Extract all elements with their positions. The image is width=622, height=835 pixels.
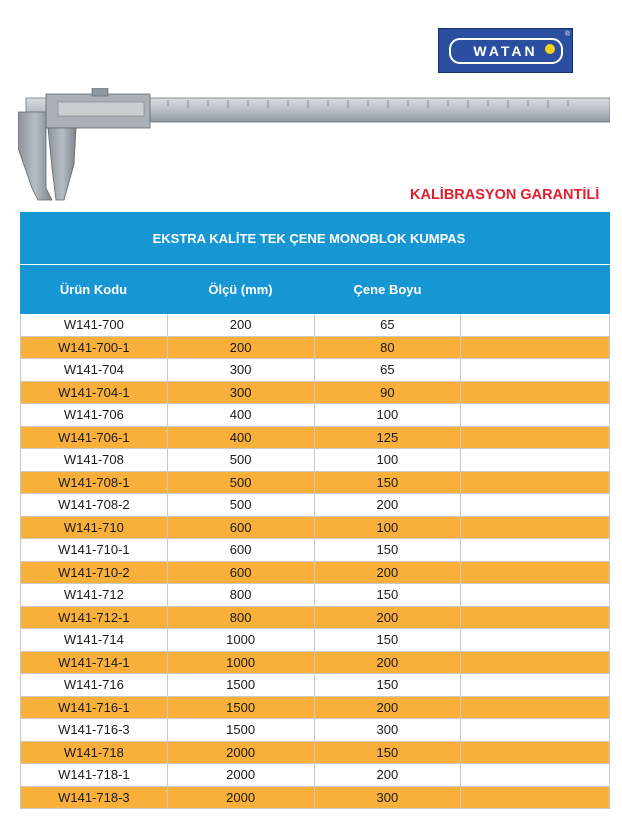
cell-jaw-length: 80 [315, 337, 462, 359]
cell-empty [461, 607, 610, 629]
cell-empty [461, 629, 610, 651]
table-row [21, 449, 610, 472]
cell-product-code: W141-704 [21, 359, 168, 381]
cell-size: 500 [168, 472, 315, 494]
cell-jaw-length: 200 [315, 652, 462, 674]
cell-product-code: W141-718-3 [21, 787, 168, 809]
cell-jaw-length: 200 [315, 764, 462, 786]
logo-dot-icon [545, 44, 555, 54]
caliper-illustration [18, 88, 610, 203]
cell-size: 300 [168, 359, 315, 381]
cell-size: 1500 [168, 719, 315, 741]
cell-product-code: W141-706 [21, 404, 168, 426]
cell-empty [461, 719, 610, 741]
cell-size: 300 [168, 382, 315, 404]
cell-empty [461, 674, 610, 696]
cell-size: 600 [168, 539, 315, 561]
cell-jaw-length: 300 [315, 719, 462, 741]
cell-size: 600 [168, 517, 315, 539]
cell-product-code: W141-706-1 [21, 427, 168, 449]
calibration-guarantee-text: KALİBRASYON GARANTİLİ [410, 187, 600, 203]
cell-jaw-length: 200 [315, 562, 462, 584]
cell-empty [461, 697, 610, 719]
cell-jaw-length: 100 [315, 404, 462, 426]
cell-jaw-length: 100 [315, 449, 462, 471]
cell-jaw-length: 200 [315, 697, 462, 719]
cell-empty [461, 764, 610, 786]
cell-size: 200 [168, 314, 315, 336]
cell-jaw-length: 150 [315, 742, 462, 764]
cell-jaw-length: 125 [315, 427, 462, 449]
header-empty [461, 265, 610, 313]
logo-text: WATAN [473, 42, 538, 59]
table-title [20, 212, 610, 265]
table-row [21, 539, 610, 562]
logo-wordmark [449, 38, 563, 64]
cell-product-code: W141-714 [21, 629, 168, 651]
cell-empty [461, 449, 610, 471]
cell-jaw-length: 65 [315, 359, 462, 381]
cell-jaw-length: 150 [315, 472, 462, 494]
product-table [20, 212, 610, 809]
table-row [21, 337, 610, 360]
cell-product-code: W141-716-1 [21, 697, 168, 719]
cell-jaw-length: 150 [315, 539, 462, 561]
cell-empty [461, 787, 610, 809]
cell-jaw-length: 90 [315, 382, 462, 404]
table-row [21, 652, 610, 675]
cell-empty [461, 337, 610, 359]
cell-product-code: W141-700 [21, 314, 168, 336]
table-row [21, 517, 610, 540]
cell-empty [461, 652, 610, 674]
table-row [21, 427, 610, 450]
cell-size: 400 [168, 427, 315, 449]
table-row [21, 719, 610, 742]
cell-jaw-length: 300 [315, 787, 462, 809]
cell-jaw-length: 200 [315, 607, 462, 629]
table-row [21, 629, 610, 652]
cell-product-code: W141-714-1 [21, 652, 168, 674]
cell-jaw-length: 150 [315, 584, 462, 606]
table-row [21, 562, 610, 585]
table-row [21, 584, 610, 607]
cell-product-code: W141-710-2 [21, 562, 168, 584]
cell-product-code: W141-712-1 [21, 607, 168, 629]
cell-product-code: W141-718 [21, 742, 168, 764]
cell-size: 500 [168, 494, 315, 516]
registered-mark: ® [564, 31, 570, 38]
table-row [21, 697, 610, 720]
cell-empty [461, 539, 610, 561]
table-row [21, 494, 610, 517]
cell-size: 1500 [168, 697, 315, 719]
cell-jaw-length: 150 [315, 674, 462, 696]
table-row [21, 742, 610, 765]
cell-jaw-length: 65 [315, 314, 462, 336]
cell-product-code: W141-718-1 [21, 764, 168, 786]
table-header-row [20, 265, 610, 314]
cell-empty [461, 427, 610, 449]
cell-empty [461, 404, 610, 426]
table-row [21, 607, 610, 630]
cell-empty [461, 314, 610, 336]
table-row [21, 787, 610, 810]
cell-product-code: W141-700-1 [21, 337, 168, 359]
header-size: Ölçü (mm) [208, 281, 273, 297]
cell-jaw-length: 200 [315, 494, 462, 516]
cell-product-code: W141-708-1 [21, 472, 168, 494]
cell-product-code: W141-708-2 [21, 494, 168, 516]
table-row [21, 404, 610, 427]
cell-product-code: W141-716 [21, 674, 168, 696]
cell-product-code: W141-710 [21, 517, 168, 539]
cell-size: 1000 [168, 629, 315, 651]
table-title-text: EKSTRA KALİTE TEK ÇENE MONOBLOK KUMPAS [152, 230, 466, 246]
cell-product-code: W141-716-3 [21, 719, 168, 741]
cell-product-code: W141-704-1 [21, 382, 168, 404]
header-product-code: Ürün Kodu [59, 281, 128, 297]
cell-size: 2000 [168, 764, 315, 786]
cell-jaw-length: 100 [315, 517, 462, 539]
table-body [20, 314, 610, 809]
cell-size: 1000 [168, 652, 315, 674]
table-row [21, 314, 610, 337]
cell-empty [461, 359, 610, 381]
table-row [21, 674, 610, 697]
cell-size: 2000 [168, 787, 315, 809]
table-row [21, 764, 610, 787]
cell-product-code: W141-708 [21, 449, 168, 471]
cell-size: 600 [168, 562, 315, 584]
cell-size: 1500 [168, 674, 315, 696]
cell-empty [461, 382, 610, 404]
watan-logo [438, 28, 573, 73]
cell-size: 2000 [168, 742, 315, 764]
table-row [21, 472, 610, 495]
cell-product-code: W141-710-1 [21, 539, 168, 561]
cell-empty [461, 742, 610, 764]
cell-size: 800 [168, 607, 315, 629]
cell-size: 500 [168, 449, 315, 471]
header-jaw-length: Çene Boyu [353, 281, 422, 297]
cell-empty [461, 494, 610, 516]
cell-size: 800 [168, 584, 315, 606]
cell-jaw-length: 150 [315, 629, 462, 651]
cell-empty [461, 472, 610, 494]
cell-size: 400 [168, 404, 315, 426]
cell-empty [461, 584, 610, 606]
cell-size: 200 [168, 337, 315, 359]
cell-empty [461, 562, 610, 584]
cell-product-code: W141-712 [21, 584, 168, 606]
cell-empty [461, 517, 610, 539]
table-row [21, 359, 610, 382]
table-row [21, 382, 610, 405]
